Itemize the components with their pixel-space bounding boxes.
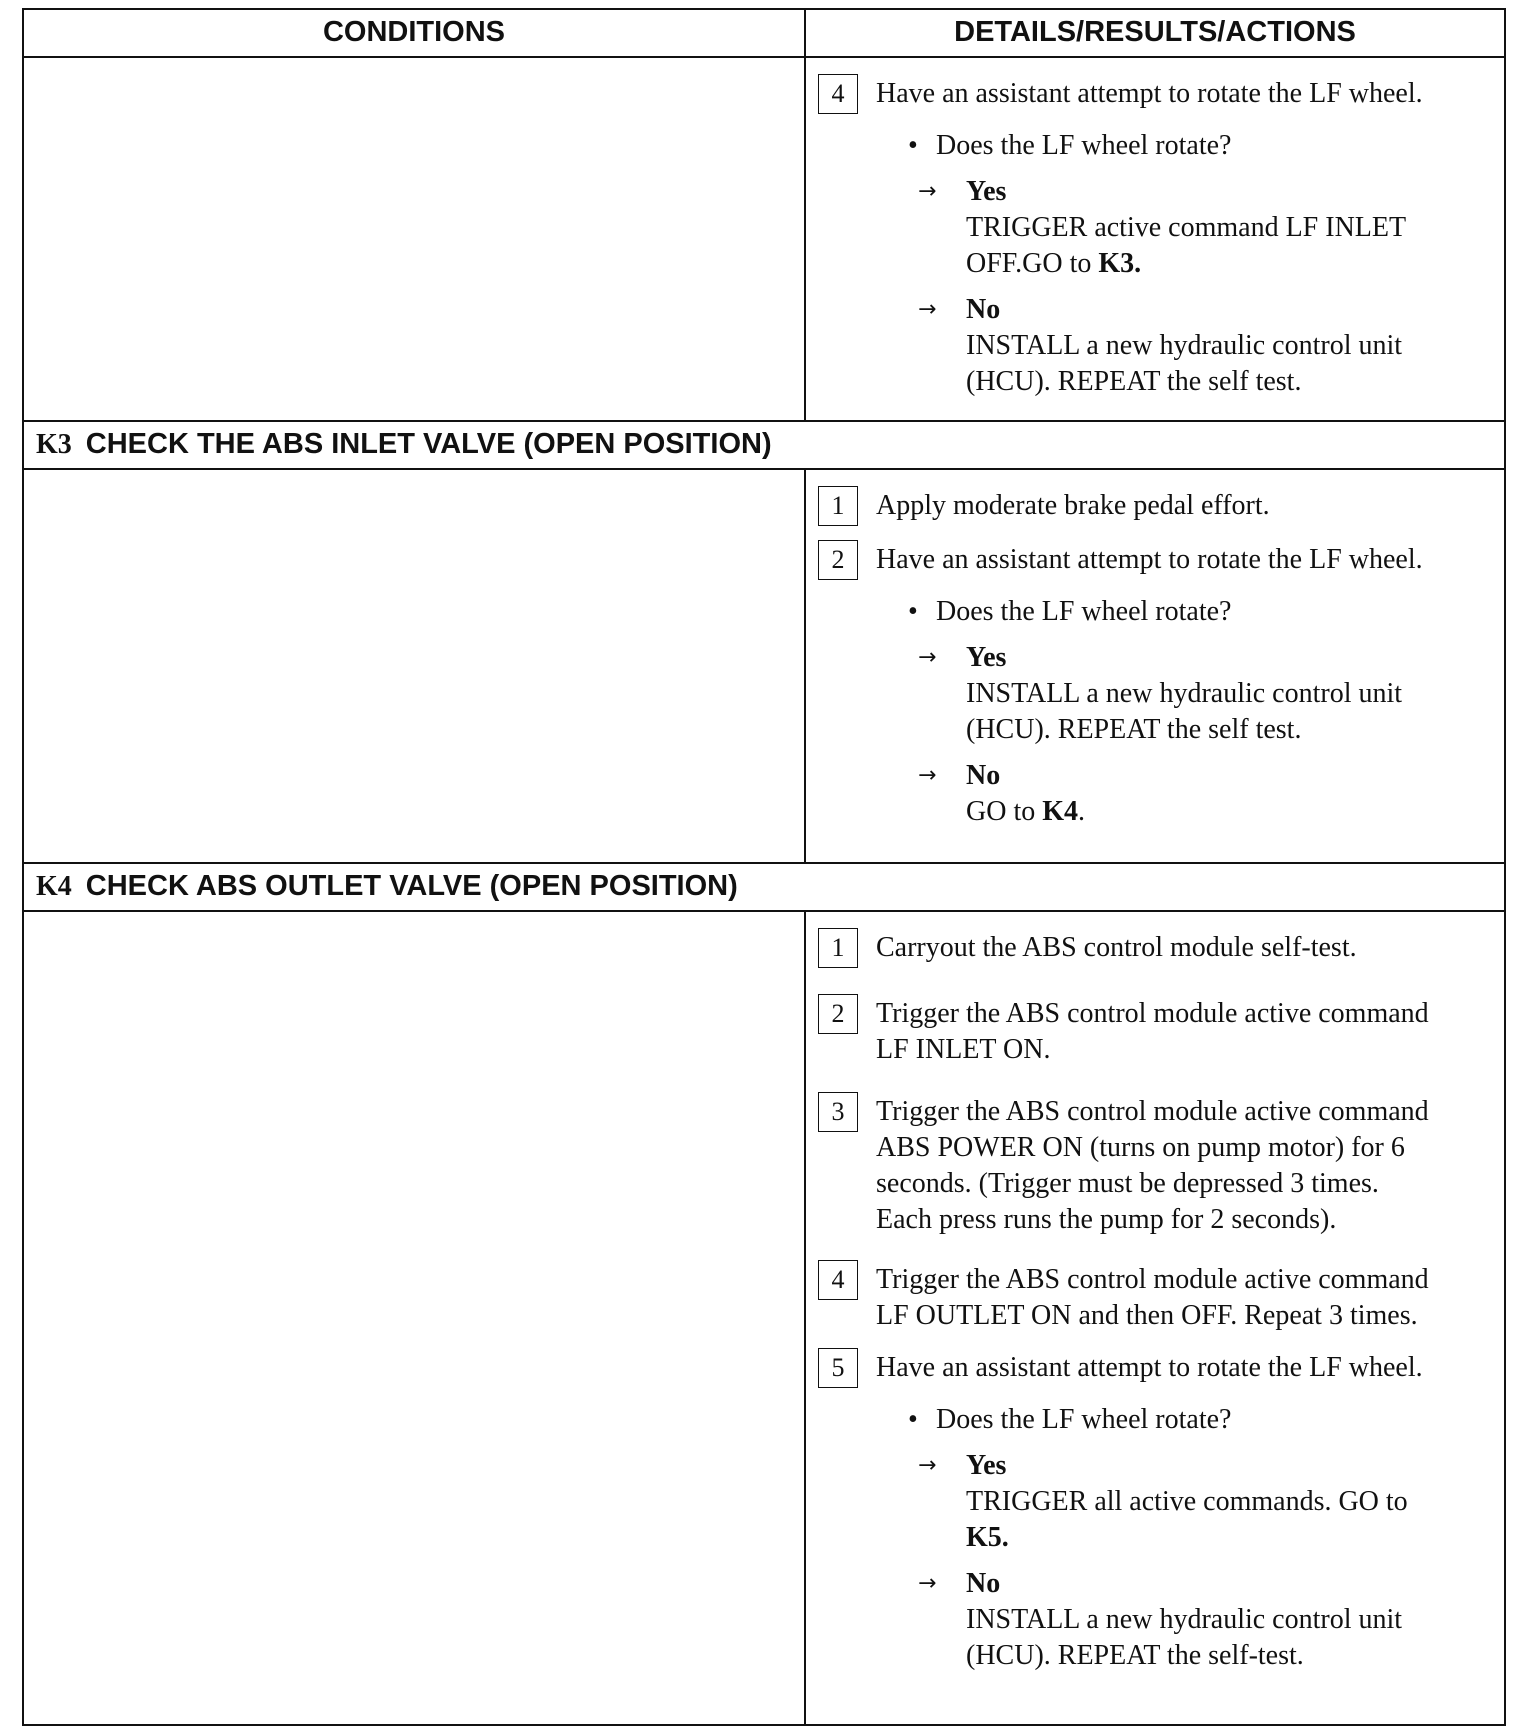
answer-no — [918, 292, 1492, 400]
step-line: ABS POWER ON (turns on pump motor) for 6 — [876, 1132, 1405, 1163]
answer-line: INSTALL a new hydraulic control unit — [966, 678, 1403, 709]
bullet-icon: • — [908, 596, 918, 627]
answer-line: INSTALL a new hydraulic control unit — [966, 330, 1403, 361]
question — [908, 1402, 1492, 1438]
right-arrow-icon: → — [918, 763, 937, 788]
k3-details-cell — [805, 469, 1505, 863]
step-text — [876, 994, 1429, 1068]
step-line: Trigger the ABS control module active command — [876, 1264, 1429, 1295]
step-2 — [818, 994, 1492, 1068]
step-line: LF INLET ON. — [876, 1034, 1051, 1065]
section-code: K4 — [36, 871, 72, 902]
step-line: Trigger the ABS control module active command — [876, 998, 1429, 1029]
question-text: Does the LF wheel rotate? — [936, 596, 1232, 627]
answer-no — [918, 1566, 1492, 1674]
step-2 — [818, 540, 1492, 580]
answer-text: . — [1078, 796, 1086, 827]
step-number-box: 5 — [818, 1348, 858, 1388]
diagnostic-page — [22, 8, 1504, 1726]
k3-body-row — [23, 469, 1505, 863]
step-1 — [818, 928, 1492, 968]
step-3 — [818, 1092, 1492, 1238]
details-header: DETAILS/RESULTS/ACTIONS — [805, 9, 1505, 57]
step-number-box: 4 — [818, 74, 858, 114]
answer-line: (HCU). REPEAT the self test. — [966, 366, 1302, 397]
bullet-icon: • — [908, 1404, 918, 1435]
answer-yes — [918, 640, 1492, 748]
question — [908, 128, 1492, 164]
step-line: Trigger the ABS control module active command — [876, 1096, 1429, 1127]
k4-conditions-cell — [23, 911, 805, 1725]
right-arrow-icon: → — [918, 1453, 937, 1478]
question — [908, 594, 1492, 630]
step-4 — [818, 74, 1492, 114]
step-number-box: 1 — [818, 928, 858, 968]
step-reference — [966, 1520, 1408, 1556]
block1-conditions-cell — [23, 57, 805, 421]
right-arrow-icon: → — [918, 179, 937, 204]
pinpoint-test-table — [22, 8, 1506, 1726]
k4-section-title — [23, 863, 1505, 911]
answer-label: Yes — [966, 176, 1007, 207]
answer-text: OFF.GO to — [966, 248, 1099, 279]
step-text: Have an assistant attempt to rotate the LF wheel. — [876, 544, 1423, 575]
k3-section-row — [23, 421, 1505, 469]
step-reference: K3. — [1098, 248, 1142, 279]
step-text: Have an assistant attempt to rotate the LF wheel. — [876, 78, 1423, 109]
answer-label: No — [966, 294, 1001, 325]
step-reference: K4 — [1042, 796, 1079, 827]
block1-row — [23, 57, 1505, 421]
answer-line: TRIGGER active command LF INLET — [966, 212, 1407, 243]
answer-line: INSTALL a new hydraulic control unit — [966, 1604, 1403, 1635]
answer-text: GO to — [966, 796, 1043, 827]
step-line: Each press runs the pump for 2 seconds). — [876, 1204, 1337, 1235]
step-text: Carryout the ABS control module self-test. — [876, 932, 1357, 963]
answer-label: No — [966, 1568, 1001, 1599]
header-row — [23, 9, 1505, 57]
bullet-icon: • — [908, 130, 918, 161]
step-line: seconds. (Trigger must be depressed 3 times. — [876, 1168, 1379, 1199]
step-4 — [818, 1260, 1492, 1334]
step-number-box: 3 — [818, 1092, 858, 1132]
answer-label: Yes — [966, 1450, 1007, 1481]
step-text — [876, 1092, 1429, 1238]
question-text: Does the LF wheel rotate? — [936, 130, 1232, 161]
answer-yes — [918, 174, 1492, 282]
right-arrow-icon: → — [918, 1571, 937, 1596]
step-number-box: 2 — [818, 540, 858, 580]
step-line: LF OUTLET ON and then OFF. Repeat 3 times. — [876, 1300, 1418, 1331]
question-text: Does the LF wheel rotate? — [936, 1404, 1232, 1435]
answer-label: Yes — [966, 642, 1007, 673]
step-reference-text: K5. — [966, 1522, 1009, 1553]
step-1 — [818, 486, 1492, 526]
answer-line — [966, 794, 1085, 830]
step-5 — [818, 1348, 1492, 1388]
section-title-text: CHECK ABS OUTLET VALVE (OPEN POSITION) — [85, 870, 738, 902]
k4-details-cell — [805, 911, 1505, 1725]
section-title-text: CHECK THE ABS INLET VALVE (OPEN POSITION) — [85, 428, 772, 460]
answer-no — [918, 758, 1492, 830]
answer-yes — [918, 1448, 1492, 1556]
k4-body-row — [23, 911, 1505, 1725]
step-number-box: 1 — [818, 486, 858, 526]
step-text — [876, 1260, 1429, 1334]
step-number-box: 2 — [818, 994, 858, 1034]
right-arrow-icon: → — [918, 645, 937, 670]
answer-label: No — [966, 760, 1001, 791]
k3-conditions-cell — [23, 469, 805, 863]
block1-details-cell — [805, 57, 1505, 421]
answer-line: (HCU). REPEAT the self test. — [966, 714, 1302, 745]
k3-section-title — [23, 421, 1505, 469]
section-code: K3 — [36, 429, 72, 460]
step-text: Have an assistant attempt to rotate the LF wheel. — [876, 1352, 1423, 1383]
answer-line: (HCU). REPEAT the self-test. — [966, 1640, 1304, 1671]
conditions-header: CONDITIONS — [23, 9, 805, 57]
answer-line — [966, 246, 1406, 282]
k4-section-row — [23, 863, 1505, 911]
answer-line: TRIGGER all active commands. GO to — [966, 1486, 1408, 1517]
right-arrow-icon: → — [918, 297, 937, 322]
step-number-box: 4 — [818, 1260, 858, 1300]
step-text: Apply moderate brake pedal effort. — [876, 490, 1270, 521]
